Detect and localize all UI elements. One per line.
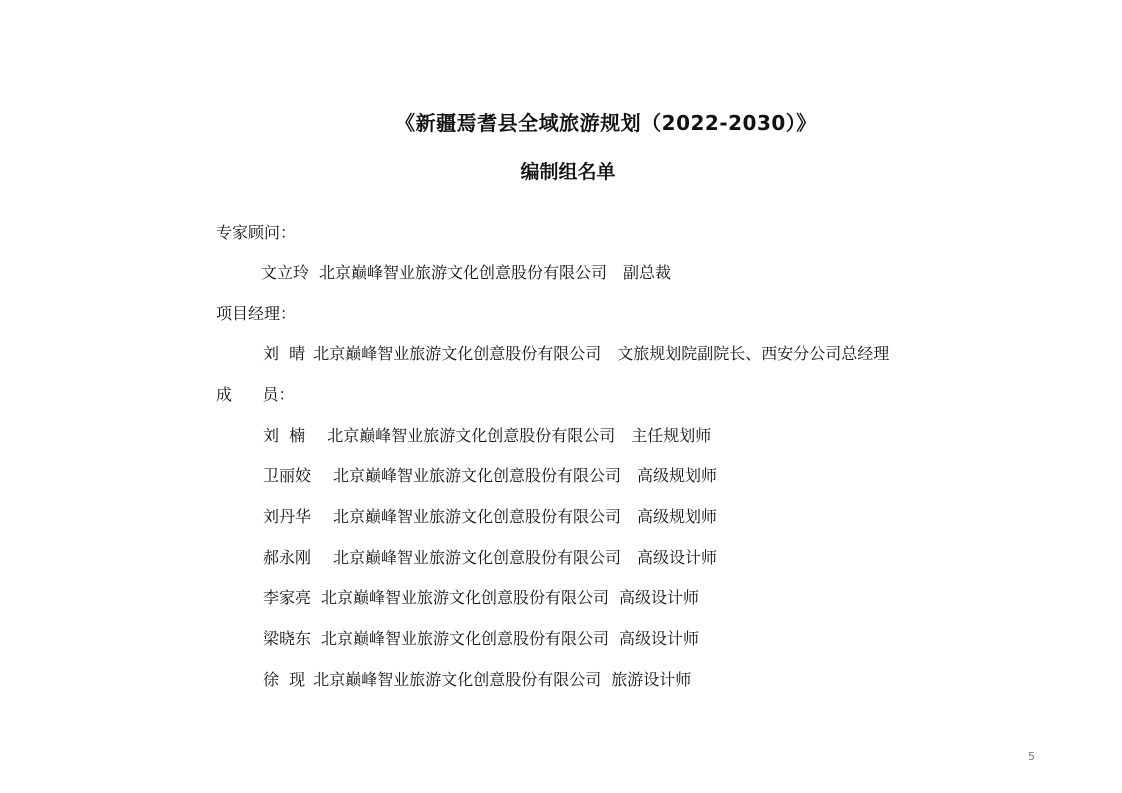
member-role: 高级设计师 [619,588,700,607]
section-heading-team: 成 员： [216,385,295,404]
document-title: 《新疆焉耆县全域旅游规划（2022-2030）》 [395,111,817,135]
member-role: 主任规划师 [631,426,712,445]
member-name: 刘 晴 [263,344,306,363]
member-company: 北京巅峰智业旅游文化创意股份有限公司 [333,507,622,526]
section-heading-experts: 专家顾问： [216,223,297,242]
member-company: 北京巅峰智业旅游文化创意股份有限公司 [333,548,622,567]
member-row [263,426,711,446]
document-subtitle: 编制组名单 [520,161,616,183]
member-row [263,629,699,649]
member-row [263,507,717,527]
member-role: 高级规划师 [637,507,718,526]
member-company: 北京巅峰智业旅游文化创意股份有限公司 [319,263,608,282]
member-company: 北京巅峰智业旅游文化创意股份有限公司 [333,466,622,485]
member-name: 刘丹华 [263,507,312,526]
section-heading-manager: 项目经理： [216,304,297,323]
member-row [261,263,671,283]
member-row [263,548,717,568]
member-name: 梁晓东 [263,629,312,648]
member-role: 高级设计师 [619,629,700,648]
member-company: 北京巅峰智业旅游文化创意股份有限公司 [321,588,610,607]
member-name: 郝永刚 [263,548,312,567]
member-name: 文立玲 [261,263,310,282]
member-company: 北京巅峰智业旅游文化创意股份有限公司 [321,629,610,648]
member-role: 文旅规划院副院长、西安分公司总经理 [617,344,890,363]
member-name: 刘 楠 [263,426,306,445]
member-role: 高级设计师 [637,548,718,567]
member-row [263,670,691,690]
member-name: 徐 现 [263,670,306,689]
member-role: 旅游设计师 [611,670,692,689]
member-role: 高级规划师 [637,466,718,485]
member-company: 北京巅峰智业旅游文化创意股份有限公司 [313,670,602,689]
member-name: 卫丽姣 [263,466,312,485]
member-company: 北京巅峰智业旅游文化创意股份有限公司 [327,426,616,445]
member-company: 北京巅峰智业旅游文化创意股份有限公司 [313,344,602,363]
member-row [263,344,889,364]
member-role: 副总裁 [623,263,672,282]
member-name: 李家亮 [263,588,312,607]
member-row [263,588,699,608]
member-row [263,466,717,486]
page-number: 5 [1028,750,1035,763]
